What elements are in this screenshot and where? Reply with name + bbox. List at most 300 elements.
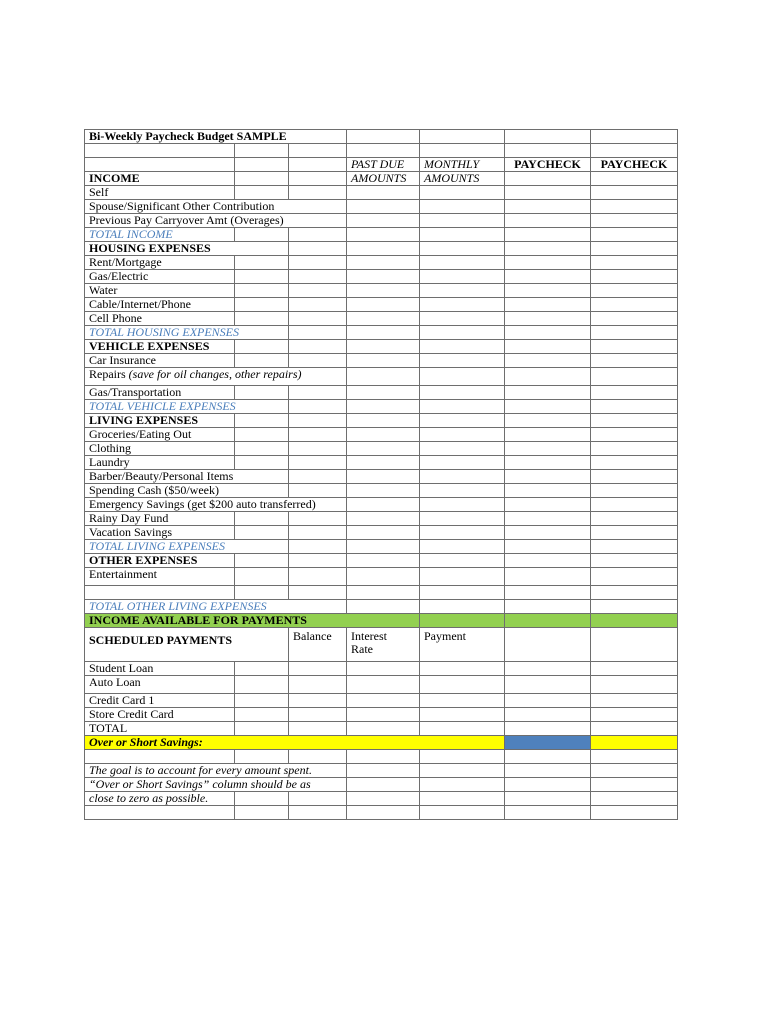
cell[interactable] [591,386,678,400]
cell[interactable] [420,484,505,498]
living-item: Groceries/Eating Out [85,428,235,442]
cell[interactable] [505,470,591,484]
cell[interactable] [235,158,289,172]
cell[interactable] [235,442,289,456]
cell[interactable] [505,806,591,820]
table-row [85,540,678,554]
cell[interactable] [347,312,420,326]
header-paycheck-2: PAYCHECK [591,158,678,172]
table-row [85,186,678,200]
cell[interactable] [289,354,347,368]
cell[interactable] [235,694,289,708]
cell[interactable] [347,256,420,270]
cell[interactable] [85,158,235,172]
vehicle-item: Car Insurance [85,354,235,368]
cell[interactable] [289,144,347,158]
living-heading: LIVING EXPENSES [85,414,235,428]
cell[interactable] [505,228,591,242]
cell[interactable] [591,512,678,526]
cell[interactable] [591,484,678,498]
cell[interactable] [347,600,420,614]
budget-table [84,129,678,820]
cell[interactable] [505,442,591,456]
rate-line: Rate [351,642,373,656]
cell[interactable] [505,484,591,498]
housing-item: Rent/Mortgage [85,256,235,270]
cell[interactable] [347,228,420,242]
table-row [85,526,678,540]
cell[interactable] [505,340,591,354]
cell[interactable] [235,340,289,354]
cell[interactable] [420,354,505,368]
cell[interactable] [420,144,505,158]
cell[interactable] [235,526,289,540]
cell[interactable] [347,340,420,354]
cell[interactable] [505,354,591,368]
cell[interactable] [235,354,289,368]
cell[interactable] [420,400,505,414]
cell[interactable] [420,130,505,144]
cell[interactable] [505,722,591,736]
cell[interactable] [235,554,289,568]
cell[interactable] [591,792,678,806]
cell[interactable] [235,172,289,186]
cell[interactable] [235,708,289,722]
table-row [85,600,678,614]
cell[interactable] [505,214,591,228]
cell[interactable] [347,400,420,414]
cell[interactable] [347,186,420,200]
cell[interactable] [347,130,420,144]
cell[interactable] [347,284,420,298]
cell[interactable] [289,694,347,708]
cell[interactable] [347,568,420,586]
payment-header: Payment [420,628,505,662]
housing-heading: HOUSING EXPENSES [85,242,289,256]
cell[interactable] [235,144,289,158]
cell[interactable] [505,694,591,708]
cell[interactable] [420,526,505,540]
cell[interactable] [591,186,678,200]
cell[interactable] [505,614,591,628]
cell[interactable] [591,144,678,158]
interest-line: Interest [351,629,387,643]
note-line-3: close to zero as possible. [85,792,235,806]
cell[interactable] [420,242,505,256]
cell[interactable] [591,228,678,242]
cell[interactable] [347,778,420,792]
cell[interactable] [289,676,347,694]
cell[interactable] [505,662,591,676]
cell[interactable] [235,284,289,298]
cell[interactable] [289,470,347,484]
cell[interactable] [289,228,347,242]
living-item: Barber/Beauty/Personal Items [85,470,289,484]
cell[interactable] [591,554,678,568]
cell[interactable] [505,200,591,214]
living-item: Clothing [85,442,235,456]
cell[interactable] [347,526,420,540]
cell[interactable] [235,792,289,806]
cell[interactable] [235,806,289,820]
cell[interactable] [235,428,289,442]
cell[interactable] [347,414,420,428]
cell[interactable] [591,326,678,340]
cell[interactable] [420,614,505,628]
cell[interactable] [505,144,591,158]
cell[interactable] [591,340,678,354]
budget-sheet [84,129,677,820]
blank-row [85,586,678,600]
cell[interactable] [289,158,347,172]
cell[interactable] [591,414,678,428]
cell[interactable] [420,512,505,526]
cell[interactable] [505,540,591,554]
cell[interactable] [347,456,420,470]
cell[interactable] [505,498,591,512]
table-row [85,694,678,708]
cell[interactable] [347,326,420,340]
cell[interactable] [347,270,420,284]
cell[interactable] [505,186,591,200]
cell[interactable] [591,526,678,540]
cell[interactable] [420,676,505,694]
cell[interactable] [591,708,678,722]
cell[interactable] [347,764,420,778]
cell[interactable] [289,484,347,498]
cell[interactable] [235,662,289,676]
table-row [85,764,678,778]
cell[interactable] [505,298,591,312]
scheduled-item: Student Loan [85,662,235,676]
table-row [85,414,678,428]
cell[interactable] [505,600,591,614]
cell[interactable] [591,456,678,470]
cell[interactable] [505,628,591,662]
housing-item: Cell Phone [85,312,235,326]
cell[interactable] [591,586,678,600]
cell[interactable] [505,456,591,470]
cell[interactable] [591,270,678,284]
cell[interactable] [420,708,505,722]
cell[interactable] [420,662,505,676]
cell[interactable] [505,400,591,414]
total-housing-label: TOTAL HOUSING EXPENSES [85,326,289,340]
blank-row [85,806,678,820]
cell[interactable] [420,256,505,270]
cell[interactable] [591,498,678,512]
cell[interactable] [289,806,347,820]
cell[interactable] [505,414,591,428]
cell[interactable] [591,354,678,368]
cell[interactable] [235,256,289,270]
cell[interactable] [235,270,289,284]
cell[interactable] [505,312,591,326]
total-vehicle-label: TOTAL VEHICLE EXPENSES [85,400,289,414]
cell[interactable] [420,414,505,428]
housing-item: Water [85,284,235,298]
cell[interactable] [591,614,678,628]
cell[interactable] [235,568,289,586]
cell[interactable] [289,256,347,270]
cell[interactable] [289,340,347,354]
cell[interactable] [591,662,678,676]
cell[interactable] [289,414,347,428]
cell[interactable] [591,568,678,586]
cell[interactable] [420,200,505,214]
cell[interactable] [591,764,678,778]
cell[interactable] [235,750,289,764]
cell[interactable] [420,792,505,806]
cell[interactable] [591,442,678,456]
cell[interactable] [420,186,505,200]
cell[interactable] [591,172,678,186]
cell[interactable] [85,750,235,764]
cell[interactable] [505,284,591,298]
cell[interactable] [505,512,591,526]
cell[interactable] [591,214,678,228]
cell[interactable] [420,722,505,736]
cell[interactable] [347,676,420,694]
cell[interactable] [591,806,678,820]
cell[interactable] [420,214,505,228]
cell[interactable] [289,326,347,340]
cell[interactable] [420,456,505,470]
cell[interactable] [347,694,420,708]
cell[interactable] [347,540,420,554]
cell[interactable] [420,778,505,792]
cell[interactable] [505,270,591,284]
cell[interactable] [347,368,420,386]
cell[interactable] [347,144,420,158]
cell[interactable] [420,298,505,312]
cell[interactable] [235,414,289,428]
living-item: Emergency Savings (get $200 auto transferred) [85,498,347,512]
table-row [85,456,678,470]
cell[interactable] [289,568,347,586]
cell[interactable] [347,498,420,512]
cell[interactable] [289,172,347,186]
cell[interactable] [347,792,420,806]
cell[interactable] [505,526,591,540]
over-short-paycheck-1[interactable] [505,736,591,750]
cell[interactable] [235,186,289,200]
table-row [85,722,678,736]
table-row [85,568,678,586]
cell[interactable] [289,554,347,568]
vehicle-item: Repairs [89,367,126,381]
cell[interactable] [420,806,505,820]
cell[interactable] [347,386,420,400]
cell[interactable] [235,312,289,326]
cell[interactable] [420,442,505,456]
cell[interactable] [505,750,591,764]
cell[interactable] [289,386,347,400]
cell[interactable] [347,554,420,568]
cell[interactable] [347,442,420,456]
cell[interactable] [420,554,505,568]
cell[interactable] [289,442,347,456]
cell[interactable] [289,708,347,722]
cell[interactable] [347,708,420,722]
cell[interactable] [289,284,347,298]
cell[interactable] [420,270,505,284]
table-row [85,676,678,694]
cell[interactable] [420,428,505,442]
cell[interactable] [347,354,420,368]
cell[interactable] [235,512,289,526]
cell[interactable] [591,628,678,662]
cell[interactable] [591,200,678,214]
cell[interactable] [235,722,289,736]
cell[interactable] [420,470,505,484]
cell[interactable] [505,242,591,256]
blank-row [85,144,678,158]
table-row [85,428,678,442]
cell[interactable] [289,586,347,600]
cell[interactable] [420,764,505,778]
cell[interactable] [289,400,347,414]
cell[interactable] [289,662,347,676]
cell[interactable] [420,228,505,242]
cell[interactable] [591,694,678,708]
over-short-row [85,736,678,750]
cell[interactable] [347,750,420,764]
cell[interactable] [420,312,505,326]
cell[interactable] [289,456,347,470]
cell[interactable] [591,778,678,792]
cell[interactable] [420,368,505,386]
cell[interactable] [347,512,420,526]
cell[interactable] [85,586,235,600]
cell[interactable] [420,568,505,586]
cell[interactable] [505,368,591,386]
cell[interactable] [591,676,678,694]
living-item: Rainy Day Fund [85,512,235,526]
cell[interactable] [505,172,591,186]
cell[interactable] [591,368,678,386]
cell[interactable] [591,540,678,554]
income-available-label: INCOME AVAILABLE FOR PAYMENTS [85,614,420,628]
cell[interactable] [591,312,678,326]
living-item: Vacation Savings [85,526,235,540]
scheduled-item: Store Credit Card [85,708,235,722]
over-short-paycheck-2[interactable] [591,736,678,750]
cell[interactable] [347,662,420,676]
cell[interactable] [505,792,591,806]
cell[interactable] [591,428,678,442]
cell[interactable] [420,600,505,614]
cell[interactable] [505,676,591,694]
housing-item: Cable/Internet/Phone [85,298,235,312]
cell[interactable] [420,326,505,340]
cell[interactable] [505,568,591,586]
cell[interactable] [420,750,505,764]
cell[interactable] [591,600,678,614]
cell[interactable] [289,242,347,256]
cell[interactable] [505,428,591,442]
cell[interactable] [420,694,505,708]
cell[interactable] [420,540,505,554]
cell[interactable] [347,214,420,228]
cell[interactable] [85,144,235,158]
cell[interactable] [289,792,347,806]
cell[interactable] [289,750,347,764]
cell[interactable] [591,242,678,256]
cell[interactable] [85,806,235,820]
cell[interactable] [347,806,420,820]
cell[interactable] [289,428,347,442]
cell[interactable] [289,512,347,526]
cell[interactable] [289,270,347,284]
cell[interactable] [505,778,591,792]
cell[interactable] [235,676,289,694]
cell[interactable] [289,186,347,200]
cell[interactable] [347,242,420,256]
cell[interactable] [505,130,591,144]
cell[interactable] [235,298,289,312]
cell[interactable] [591,298,678,312]
header-paycheck-1: PAYCHECK [505,158,591,172]
housing-item: Gas/Electric [85,270,235,284]
cell[interactable] [505,586,591,600]
cell[interactable] [289,540,347,554]
cell[interactable] [420,284,505,298]
cell[interactable] [289,526,347,540]
cell[interactable] [420,586,505,600]
cell[interactable] [591,400,678,414]
cell[interactable] [591,130,678,144]
cell[interactable] [591,284,678,298]
cell[interactable] [235,456,289,470]
note-line-2: “Over or Short Savings” column should be as [85,778,347,792]
table-row [85,284,678,298]
cell[interactable] [420,386,505,400]
cell[interactable] [347,428,420,442]
cell[interactable] [505,326,591,340]
cell[interactable] [347,298,420,312]
cell[interactable] [591,722,678,736]
cell[interactable] [235,386,289,400]
cell[interactable] [505,708,591,722]
cell[interactable] [347,200,420,214]
cell[interactable] [420,498,505,512]
cell[interactable] [505,386,591,400]
table-row [85,312,678,326]
living-item: Laundry [85,456,235,470]
cell[interactable] [591,750,678,764]
header-row-1 [85,158,678,172]
vehicle-repairs [85,368,347,386]
cell[interactable] [591,470,678,484]
cell[interactable] [289,312,347,326]
cell[interactable] [235,586,289,600]
cell[interactable] [347,484,420,498]
table-row [85,354,678,368]
scheduled-header-row [85,628,678,662]
cell[interactable] [289,722,347,736]
cell[interactable] [505,764,591,778]
cell[interactable] [591,256,678,270]
cell[interactable] [347,586,420,600]
cell[interactable] [289,298,347,312]
cell[interactable] [347,722,420,736]
cell[interactable] [347,470,420,484]
cell[interactable] [420,340,505,354]
cell[interactable] [505,554,591,568]
cell[interactable] [505,256,591,270]
cell[interactable] [235,228,289,242]
